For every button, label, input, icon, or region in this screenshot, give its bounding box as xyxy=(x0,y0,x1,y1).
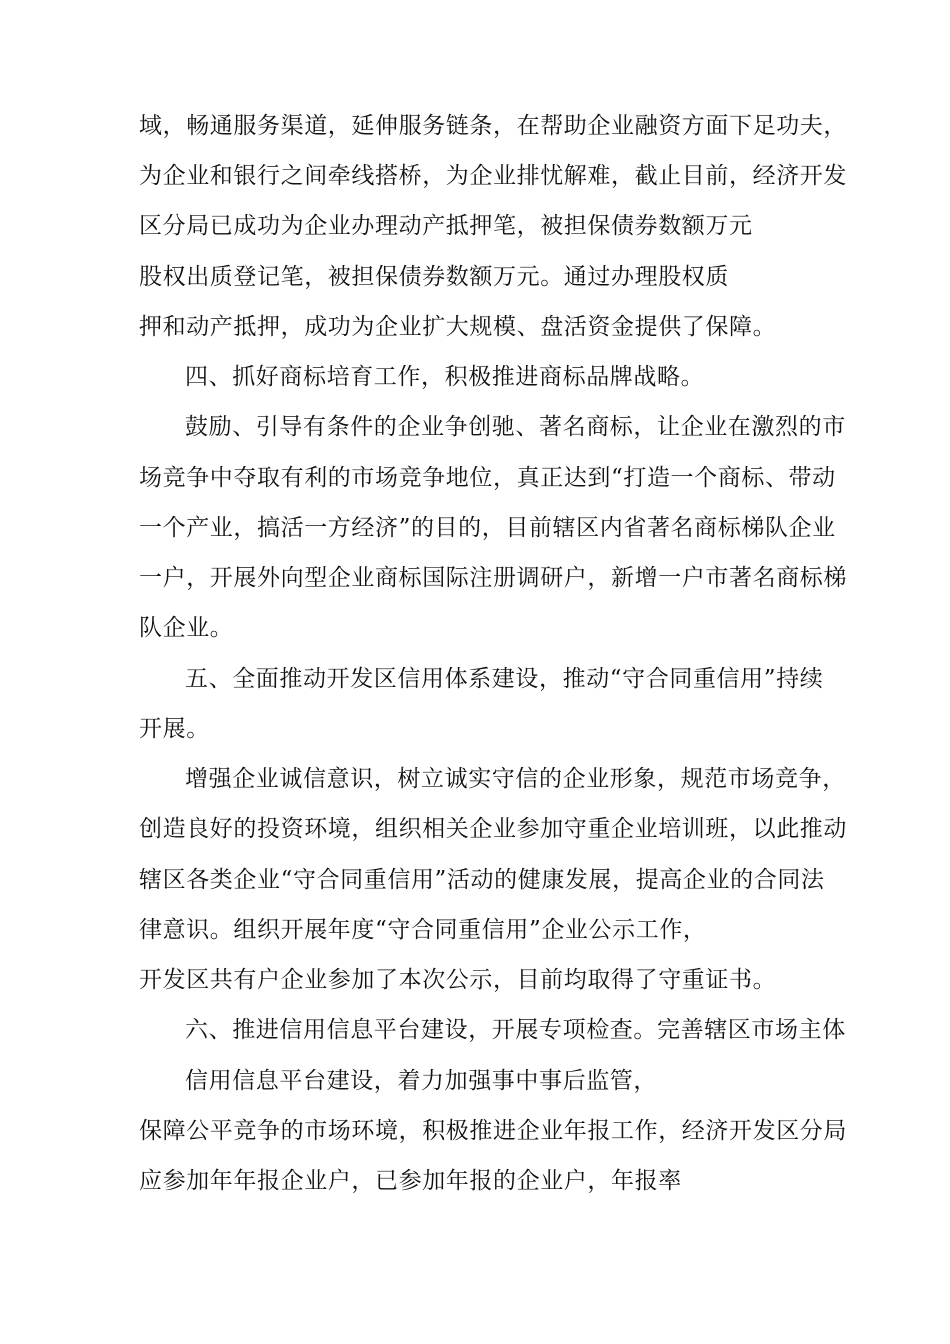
text-line: 一户，开展外向型企业商标国际注册调研户，新增一户市著名商标梯 xyxy=(139,565,847,591)
text-line: 增强企业诚信意识，树立诚实守信的企业形象，规范市场竞争， xyxy=(185,766,846,792)
text-line: 开展。 xyxy=(139,716,210,742)
text-line: 律意识。组织开展年度“守合同重信用”企业公示工作， xyxy=(139,917,707,943)
text-line: 鼓励、引导有条件的企业争创驰、著名商标，让企业在激烈的市 xyxy=(185,414,846,440)
text-line: 保障公平竞争的市场环境，积极推进企业年报工作，经济开发区分局 xyxy=(139,1118,847,1144)
text-line: 押和动产抵押，成功为企业扩大规模、盘活资金提供了保障。 xyxy=(139,314,777,340)
text-line: 股权出质登记笔，被担保债券数额万元。通过办理股权质 xyxy=(139,264,729,290)
section-heading: 五、全面推动开发区信用体系建设，推动“守合同重信用”持续 xyxy=(185,666,824,692)
text-line: 域，畅通服务渠道，延伸服务链条，在帮助企业融资方面下足功夫， xyxy=(139,113,847,139)
section-heading: 四、抓好商标培育工作，积极推进商标品牌战略。 xyxy=(185,364,705,390)
text-line: 队企业。 xyxy=(139,615,234,641)
text-line: 区分局已成功为企业办理动产抵押笔，被担保债券数额万元 xyxy=(139,213,753,239)
text-line: 辖区各类企业“守合同重信用”活动的健康发展，提高企业的合同法 xyxy=(139,867,825,893)
text-line: 一个产业，搞活一方经济”的目的，目前辖区内省著名商标梯队企业 xyxy=(139,515,836,541)
section-heading: 六、推进信用信息平台建设，开展专项检查。完善辖区市场主体 xyxy=(185,1017,846,1043)
text-line: 创造良好的投资环境，组织相关企业参加守重企业培训班，以此推动 xyxy=(139,816,847,842)
text-line: 应参加年年报企业户，已参加年报的企业户，年报率 xyxy=(139,1168,682,1194)
text-line: 为企业和银行之间牵线搭桥，为企业排忧解难，截止目前，经济开发 xyxy=(139,163,847,189)
text-line: 场竞争中夺取有利的市场竞争地位，真正达到“打造一个商标、带动 xyxy=(139,465,836,491)
text-line: 信用信息平台建设，着力加强事中事后监管， xyxy=(185,1068,657,1094)
text-line: 开发区共有户企业参加了本次公示，目前均取得了守重证书。 xyxy=(139,967,777,993)
